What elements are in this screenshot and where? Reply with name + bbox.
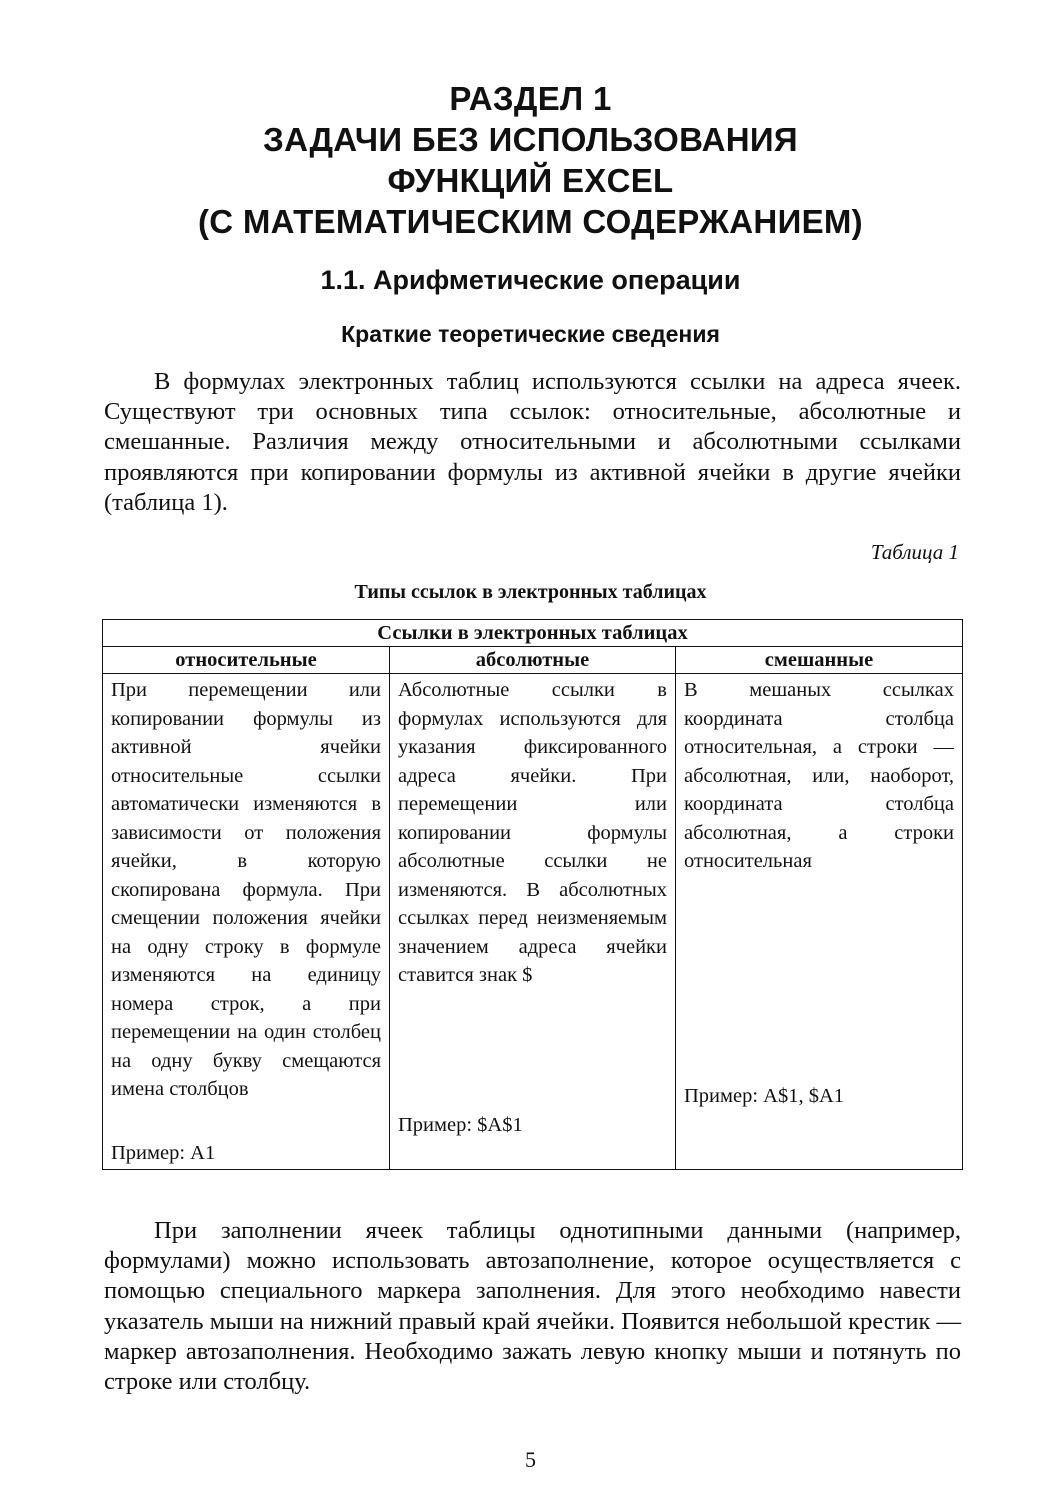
theory-heading: Краткие теоретические сведения [341,321,720,347]
section-heading-line: ФУНКЦИЙ EXCEL [387,162,674,199]
page-number: 5 [525,1447,536,1472]
cell-example: Пример: $A$1 [398,1114,523,1136]
cell-description: При перемещении или копировании формулы из активной ячейки относительные ссылки автоматически изменяются в зависимости от положения ячейки, в которую скопирована формула. При смещении положения ячейки на одну строку в формуле изменяются на единицу номера строк, а при перемещении на один столбец на одну букву смещаются имена столбцов [111,679,381,1100]
section-heading [0,78,1061,242]
table-row [103,674,963,1170]
intro-paragraph: В формулах электронных таблиц используются ссылки на адреса ячеек. Существуют три основных типа ссылок: относительные, абсолютные и смешанные. Различия между относительными и абсолютными ссылками проявляются при копировании формулы из активной ячейки в другие ячейки (таблица 1). [104,368,961,516]
mixed-cell [676,674,963,1170]
section-heading-line: ЗАДАЧИ БЕЗ ИСПОЛЬЗОВАНИЯ [263,121,798,158]
cell-example: Пример: A1 [111,1142,216,1164]
cell-description: В мешаных ссылках координата столбца относительная, а строки — абсолютная, или, наоборот, координата столбца абсолютная, а строки относительная [684,679,955,872]
table-caption: Типы ссылок в электронных таблицах [354,581,707,603]
table-header: Ссылки в электронных таблицах [103,620,963,647]
absolute-cell [390,674,676,1170]
cell-example: Пример: A$1, $A1 [684,1085,845,1107]
relative-cell [103,674,390,1170]
section-heading-line: РАЗДЕЛ 1 [449,80,612,117]
column-header-absolute: абсолютные [390,647,676,674]
column-header-mixed: смешанные [676,647,963,674]
subsection-heading: 1.1. Арифметические операции [320,265,741,295]
cell-description: Абсолютные ссылки в формулах используются для указания фиксированного адреса ячейки. При перемещении или копировании формулы абсолютные ссылки не изменяются. В абсолютных ссылках перед неизменяемым значением адреса ячейки ставится знак $ [398,679,667,986]
autofill-paragraph: При заполнении ячеек таблицы однотипными данными (например, формулами) можно использовать автозаполнение, которое осуществляется с помощью специального маркера заполнения. Для этого необходимо навести указатель мыши на нижний правый край ячейки. Появится небольшой крестик — маркер автозаполнения. Необходимо зажать левую кнопку мыши и потянуть по строке или столбцу. [104,1217,961,1396]
table-label: Таблица 1 [870,540,959,564]
column-header-relative: относительные [103,647,390,674]
section-heading-line: (С МАТЕМАТИЧЕСКИМ СОДЕРЖАНИЕМ) [198,203,863,240]
reference-types-table [102,619,963,1170]
